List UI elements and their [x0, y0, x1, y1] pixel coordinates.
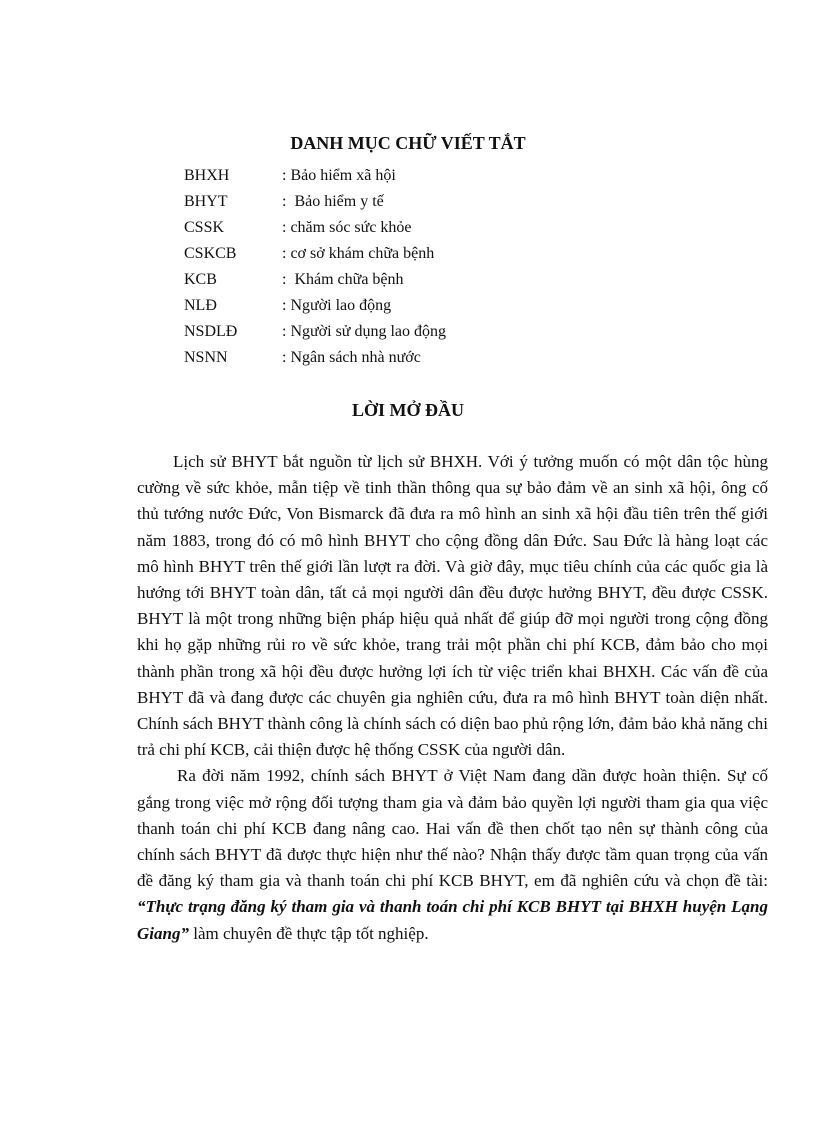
- abbreviation-row: [184, 319, 446, 345]
- abbreviation-value: : Người sử dụng lao động: [282, 323, 447, 340]
- abbreviation-key: KCB: [184, 271, 217, 288]
- abbreviation-row: [184, 215, 446, 241]
- intro-paragraph-2: [137, 763, 768, 946]
- abbreviation-value: : cơ sở khám chữa bệnh: [282, 245, 435, 262]
- abbreviation-key: CSKCB: [184, 245, 237, 262]
- abbreviation-value: : Bảo hiểm xã hội: [282, 167, 396, 184]
- paragraph-2-ending: làm chuyên đề thực tập tốt nghiệp.: [188, 923, 429, 943]
- abbreviation-key: BHYT: [184, 193, 228, 210]
- abbreviation-row: [184, 345, 446, 371]
- abbreviation-key: NSNN: [184, 349, 228, 366]
- introduction-heading: LỜI MỞ ĐẦU: [352, 400, 464, 420]
- abbreviation-row: [184, 267, 446, 293]
- abbreviation-row: [184, 189, 446, 215]
- abbreviations-list: [184, 163, 446, 371]
- abbreviation-value: : Ngân sách nhà nước: [282, 349, 421, 366]
- abbreviation-key: NSDLĐ: [184, 323, 238, 340]
- abbreviation-value: : Bảo hiểm y tế: [282, 193, 384, 210]
- abbreviation-value: : Khám chữa bệnh: [282, 271, 404, 288]
- abbreviation-key: BHXH: [184, 167, 230, 184]
- abbreviation-key: CSSK: [184, 219, 225, 236]
- intro-paragraph-1: Lịch sử BHYT bắt nguồn từ lịch sử BHXH. Với ý tưởng muốn có một dân tộc hùng cường về sức khỏe, mẫn tiệp về tinh thần thông qua sự bảo đảm về an sinh xã hội, ông cố thủ tướng nước Đức, Von Bismarck đã đưa ra mô hình an sinh xã hội đầu tiên trên thế giới năm 1883, trong đó có mô hình BHYT cho cộng đồng dân Đức. Sau Đức là hàng loạt các mô hình BHYT trên thế giới lần lượt ra đời. Và giờ đây, mục tiêu chính của các quốc gia là hướng tới BHYT toàn dân, tất cả mọi người dân đều được hưởng BHYT, đều được CSSK. BHYT là một trong những biện pháp hiệu quả nhất để giúp đỡ mọi người trong cộng đồng khi họ gặp những rủi ro về sức khỏe, trang trải một phần chi phí KCB, đảm bảo cho mọi thành phần trong xã hội đều được hưởng lợi ích từ việc triển khai BHXH. Các vấn đề của BHYT đã và đang được các chuyên gia nghiên cứu, đưa ra mô hình BHYT toàn diện nhất. Chính sách BHYT thành công là chính sách có diện bao phủ rộng lớn, đảm bảo khả năng chi trả chi phí KCB, cải thiện được hệ thống CSSK của người dân.: [137, 452, 768, 760]
- thesis-title: “Thực trạng đăng ký tham gia và thanh toán chi phí KCB BHYT tại BHXH huyện Lạng Giang”: [137, 897, 768, 943]
- abbreviation-row: [184, 163, 446, 189]
- abbreviations-heading: DANH MỤC CHỮ VIẾT TẮT: [290, 133, 526, 153]
- abbreviation-value: : Người lao động: [282, 297, 392, 314]
- abbreviation-key: NLĐ: [184, 297, 217, 314]
- abbreviation-value: : chăm sóc sức khỏe: [282, 219, 412, 236]
- introduction-body: [137, 449, 768, 947]
- abbreviation-row: [184, 293, 446, 319]
- abbreviation-row: [184, 241, 446, 267]
- paragraph-2-text: Ra đời năm 1992, chính sách BHYT ở Việt Nam đang dần được hoàn thiện. Sự cố gắng trong việc mở rộng đối tượng tham gia và đảm bảo quyền lợi người tham gia qua việc thanh toán chi phí KCB đang nâng cao. Hai vấn đề then chốt tạo nên sự thành công của chính sách BHYT đã được thực hiện như thế nào? Nhận thấy được tầm quan trọng của vấn đề đăng ký tham gia và thanh toán chi phí KCB BHYT, em đã nghiên cứu và chọn đề tài:: [137, 766, 768, 891]
